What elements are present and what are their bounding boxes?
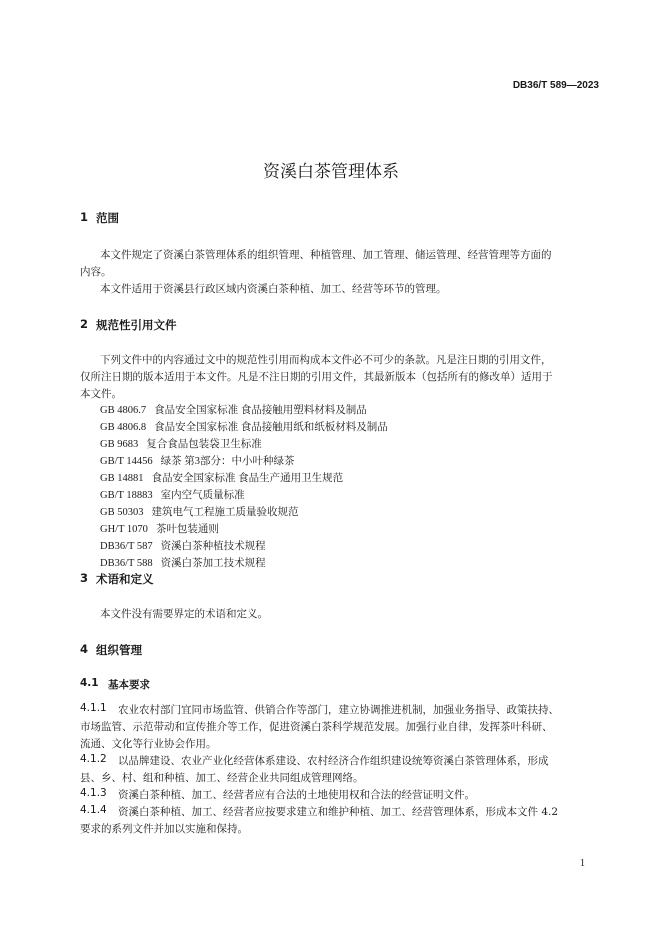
clause-4-1-2-line-1: 以品牌建设、农业产业化经营体系建设、农村经济合作组织建设统筹资溪白茶管理体系，形成 xyxy=(118,755,549,767)
section-4-number: 4 xyxy=(80,642,89,656)
reference-item xyxy=(100,402,367,417)
reference-code: GB/T 14456 xyxy=(100,456,153,467)
section-4-title: 组织管理 xyxy=(96,643,142,657)
section-3-paragraph: 本文件没有需要界定的术语和定义。 xyxy=(100,608,268,620)
section-3-number: 3 xyxy=(80,571,89,585)
document-title: 资溪白茶管理体系 xyxy=(263,162,399,182)
reference-name: 茶叶包装通则 xyxy=(155,524,219,535)
reference-name: 食品安全国家标准 食品接触用纸和纸板材料及制品 xyxy=(154,422,388,433)
reference-name: 室内空气质量标准 xyxy=(160,490,245,501)
subsection-4-1-number: 4.1 xyxy=(80,677,99,689)
reference-name: 食品安全国家标准 食品生产通用卫生规范 xyxy=(151,473,344,484)
section-1-number: 1 xyxy=(80,210,89,224)
reference-name: 资溪白茶加工技术规程 xyxy=(160,558,266,569)
clause-4-1-4-line-2: 要求的系列文件并加以实施和保持。 xyxy=(80,823,248,835)
clause-4-1-4-number: 4.1.4 xyxy=(80,804,107,816)
subsection-4-1-title: 基本要求 xyxy=(108,679,150,691)
clause-4-1-1-line-3: 流通、文化等行业协会作用。 xyxy=(80,738,217,750)
clause-4-1-2-number: 4.1.2 xyxy=(80,753,107,765)
reference-code: GB/T 18883 xyxy=(100,490,153,501)
reference-code: GB 9683 xyxy=(100,439,139,450)
reference-item xyxy=(100,453,294,468)
reference-item xyxy=(100,521,219,536)
reference-code: GB 14881 xyxy=(100,473,144,484)
reference-code: DB36/T 587 xyxy=(100,541,153,552)
reference-item xyxy=(100,419,388,434)
section-3-title: 术语和定义 xyxy=(96,572,154,586)
reference-name: 复合食品包装袋卫生标准 xyxy=(146,439,262,450)
clause-4-1-1-line-2: 市场监管、示范带动和宣传推介等工作，促进资溪白茶科学规范发展。加强行业自律，发挥茶叶科研、 xyxy=(80,721,553,733)
reference-name: 绿茶 第3部分：中小叶种绿茶 xyxy=(160,456,295,467)
reference-item xyxy=(100,504,298,519)
reference-item xyxy=(100,538,266,553)
reference-code: GH/T 1070 xyxy=(100,524,148,535)
reference-name: 资溪白茶种植技术规程 xyxy=(160,541,266,552)
section-2-paragraph-line-3: 本文件。 xyxy=(80,388,122,400)
standard-code: DB36/T 589—2023 xyxy=(512,80,599,91)
section-2-number: 2 xyxy=(80,317,89,331)
section-2-paragraph-line-1: 下列文件中的内容通过文中的规范性引用而构成本文件必不可少的条款。凡是注日期的引用文件， xyxy=(100,354,552,366)
section-2-title: 规范性引用文件 xyxy=(96,318,177,332)
reference-item xyxy=(100,555,266,570)
section-1-paragraph-2: 本文件适用于资溪县行政区域内资溪白茶种植、加工、经营等环节的管理。 xyxy=(100,283,447,295)
clause-4-1-2-line-2: 县、乡、村、组和种植、加工、经营企业共同组成管理网络。 xyxy=(80,772,364,784)
reference-code: GB 4806.8 xyxy=(100,422,147,433)
clause-4-1-1-number: 4.1.1 xyxy=(80,702,107,714)
section-1-title: 范围 xyxy=(96,211,119,225)
reference-name: 建筑电气工程施工质量验收规范 xyxy=(151,507,299,518)
reference-item xyxy=(100,487,245,502)
clause-4-1-1-line-1: 农业农村部门宜同市场监管、供销合作等部门，建立协调推进机制，加强业务指导、政策扶持、 xyxy=(118,704,559,716)
reference-code: GB 4806.7 xyxy=(100,405,147,416)
clause-4-1-3-number: 4.1.3 xyxy=(80,787,107,799)
clause-4-1-3-line-1: 资溪白茶种植、加工、经营者应有合法的土地使用权和合法的经营证明文件。 xyxy=(118,789,475,801)
section-2-paragraph-line-2: 仅所注日期的版本适用于本文件。凡是不注日期的引用文件，其最新版本（包括所有的修改单）适用于 xyxy=(80,371,553,383)
reference-item xyxy=(100,436,262,451)
section-1-paragraph-1-line-1: 本文件规定了资溪白茶管理体系的组织管理、种植管理、加工管理、储运管理、经营管理等方面的 xyxy=(100,249,552,261)
page-number: 1 xyxy=(580,858,585,869)
reference-item xyxy=(100,470,343,485)
reference-code: DB36/T 588 xyxy=(100,558,153,569)
section-1-paragraph-1-line-2: 内容。 xyxy=(80,266,112,278)
reference-name: 食品安全国家标准 食品接触用塑料材料及制品 xyxy=(154,405,367,416)
reference-code: GB 50303 xyxy=(100,507,144,518)
clause-4-1-4-line-1: 资溪白茶种植、加工、经营者应按要求建立和维护种植、加工、经营管理体系，形成本文件 4.2 xyxy=(118,806,559,818)
